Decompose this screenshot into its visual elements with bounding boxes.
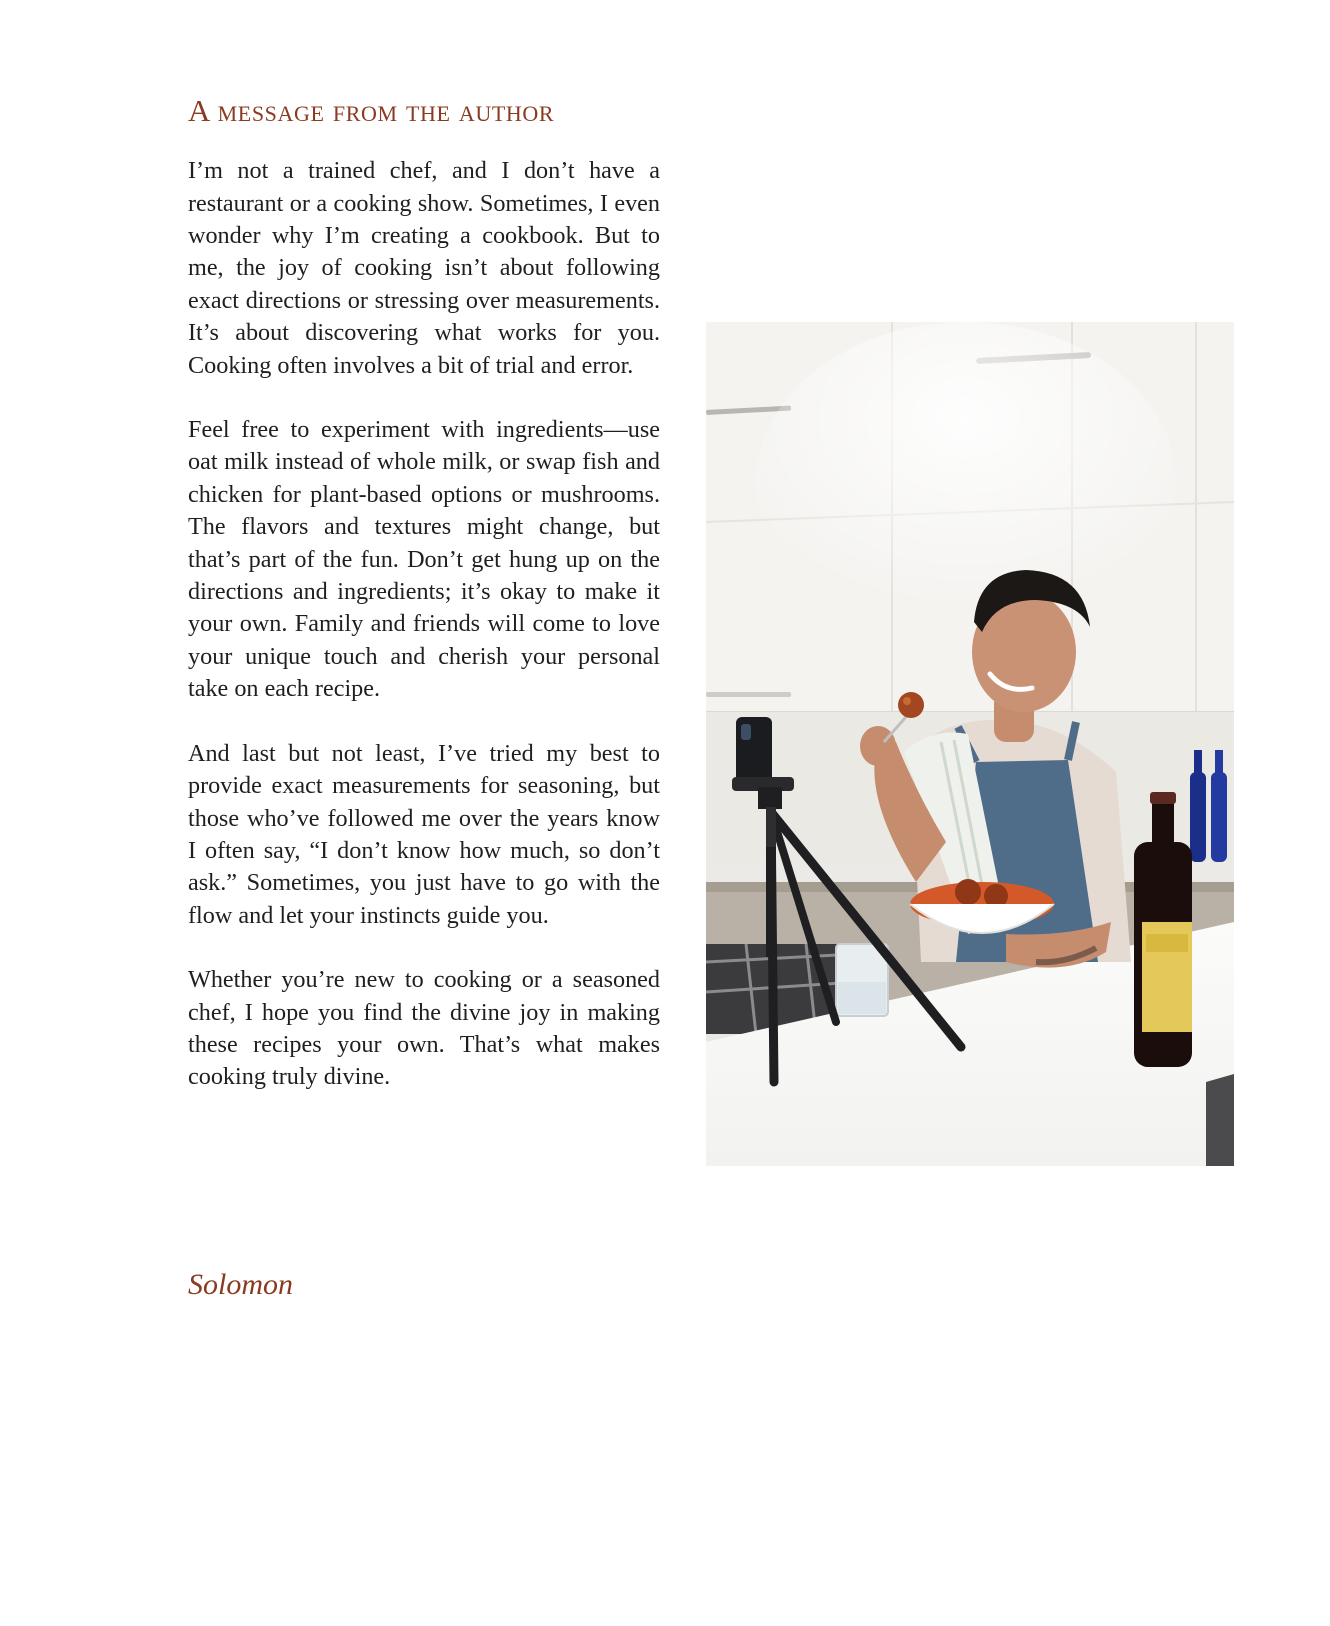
signature: Solomon xyxy=(188,1268,293,1301)
paragraph-1: I’m not a trained chef, and I don’t have a restaurant or a cooking show. Sometimes, I even wonder why I’m creating a cookbook. But to me, the joy of cooking isn’t about following exact directions or stressing over measurements. It’s about discovering what works for you. Cooking often involves a bit of trial and error. xyxy=(188,157,660,379)
paragraph-2: Feel free to experiment with ingredients—use oat milk instead of whole milk, or swap fish and chicken for plant-based options or mushrooms. The flavors and textures might change, but that’s part of the fun. Don’t get hung up on the directions and ingredients; it’s okay to make it your own. Family and friends will come to love your unique touch and cherish your personal take on each recipe. xyxy=(188,416,660,703)
page-title: A message from the author xyxy=(188,93,555,128)
author-message xyxy=(188,92,660,1126)
kitchen-scene-illustration xyxy=(706,322,1234,1166)
paragraph-3: And last but not least, I’ve tried my best to provide exact measurements for seasoning, but those who’ve followed me over the years know I often say, “I don’t know how much, so don’t ask.” Sometimes, you just have to go with the flow and let your instincts guide you. xyxy=(188,739,660,929)
paragraph-4: Whether you’re new to cooking or a seasoned chef, I hope you find the divine joy in making these recipes your own. That’s what makes cooking truly divine. xyxy=(188,966,660,1091)
author-photo xyxy=(706,322,1234,1166)
